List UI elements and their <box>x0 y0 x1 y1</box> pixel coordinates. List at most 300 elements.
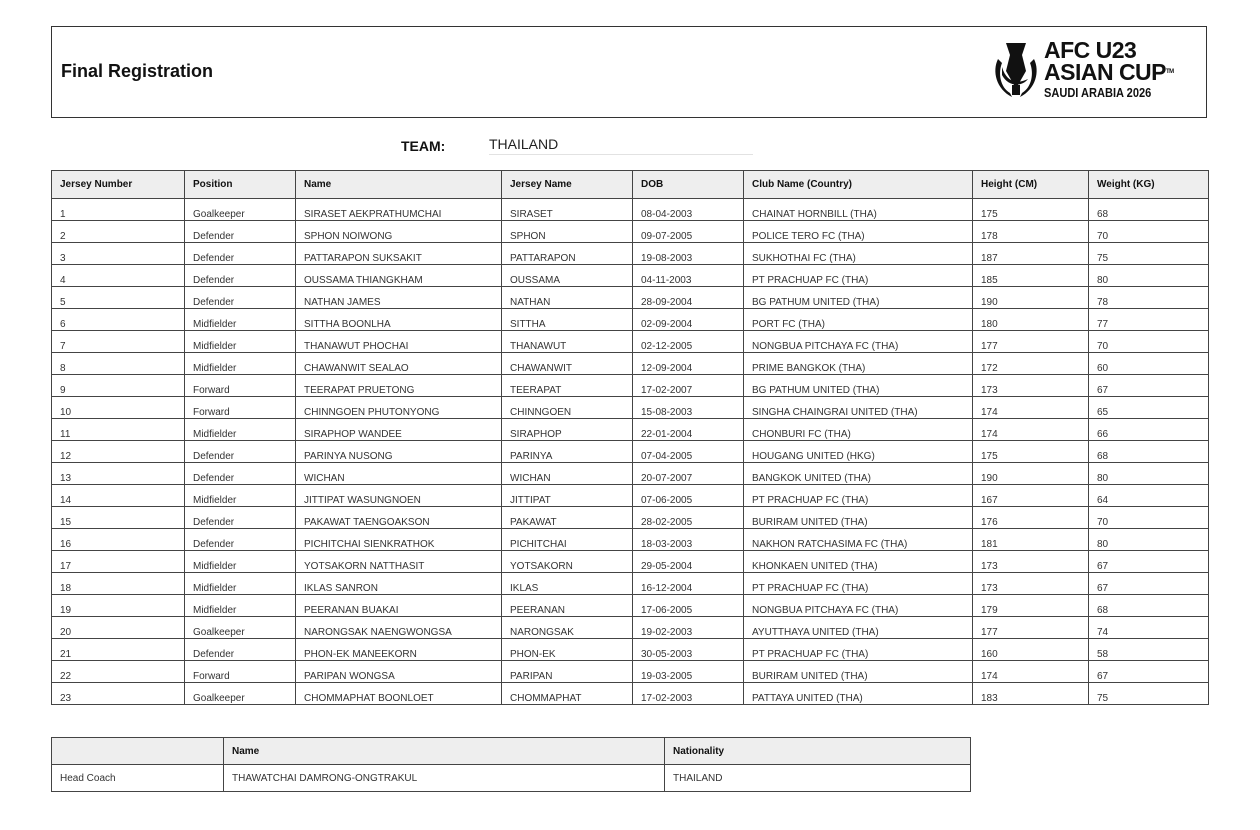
cell-text: 09-07-2005 <box>641 231 693 242</box>
cell-name <box>296 397 502 419</box>
cell-text: 16 <box>60 539 72 550</box>
cell-jersey-name <box>502 639 633 661</box>
cell-text: 12-09-2004 <box>641 363 693 374</box>
cell-text: Defender <box>193 649 235 660</box>
cell-height <box>973 375 1089 397</box>
cell-jersey-number <box>52 661 185 683</box>
cell-position <box>185 331 296 353</box>
cell-text: PATTAYA UNITED (THA) <box>752 693 863 704</box>
cell-text: 1 <box>60 209 66 220</box>
cell-position <box>185 419 296 441</box>
cell-club-name <box>744 551 973 573</box>
cell-club-name <box>744 243 973 265</box>
cell-club-name <box>744 507 973 529</box>
cell-text: 183 <box>981 693 998 704</box>
cell-text: 173 <box>981 561 998 572</box>
cell-text: 190 <box>981 297 998 308</box>
cell-jersey-name <box>502 397 633 419</box>
table-row <box>52 485 1209 507</box>
cell-dob <box>633 199 744 221</box>
table-row <box>52 551 1209 573</box>
cell-jersey-name <box>502 617 633 639</box>
cell-text: Midfielder <box>193 495 237 506</box>
cell-position <box>185 287 296 309</box>
cell-text: CHAWANWIT SEALAO <box>304 363 409 374</box>
cell-position <box>185 353 296 375</box>
cell-dob <box>633 221 744 243</box>
table-row <box>52 375 1209 397</box>
table-row <box>52 683 1209 705</box>
cell-dob <box>633 683 744 705</box>
cell-text: 30-05-2003 <box>641 649 693 660</box>
cell-text: 177 <box>981 627 998 638</box>
cell-club-name <box>744 463 973 485</box>
cell-text: 4 <box>60 275 66 286</box>
cell-height <box>973 353 1089 375</box>
cell-jersey-number <box>52 463 185 485</box>
cell-text: 80 <box>1097 473 1109 484</box>
staff-cell-name: THAWATCHAI DAMRONG-ONGTRAKUL <box>224 765 665 792</box>
cell-text: CHINNGOEN PHUTONYONG <box>304 407 440 418</box>
table-row <box>52 661 1209 683</box>
cell-height <box>973 661 1089 683</box>
cell-dob <box>633 573 744 595</box>
cell-jersey-number <box>52 485 185 507</box>
cell-text: BANGKOK UNITED (THA) <box>752 473 871 484</box>
column-header-dob: DOB <box>633 171 744 199</box>
cell-text: 68 <box>1097 451 1109 462</box>
cell-text: 187 <box>981 253 998 264</box>
cell-jersey-number <box>52 595 185 617</box>
cell-text: 11 <box>60 429 71 440</box>
table-row <box>52 441 1209 463</box>
cell-text: 70 <box>1097 231 1109 242</box>
cell-text: Forward <box>193 407 230 418</box>
cell-jersey-name <box>502 221 633 243</box>
cell-text: 78 <box>1097 297 1109 308</box>
cell-height <box>973 529 1089 551</box>
cell-text: Forward <box>193 671 230 682</box>
cell-weight <box>1089 375 1209 397</box>
cell-text: 17 <box>60 561 72 572</box>
cell-text: 6 <box>60 319 66 330</box>
cell-text: PEERANAN <box>510 605 566 616</box>
cell-text: 185 <box>981 275 998 286</box>
cell-text: PARINYA NUSONG <box>304 451 393 462</box>
cell-height <box>973 551 1089 573</box>
cell-weight <box>1089 441 1209 463</box>
cell-text: Defender <box>193 253 235 264</box>
logo-line-3: SAUDI ARABIA 2026 <box>1044 85 1152 100</box>
table-row <box>52 287 1209 309</box>
cell-jersey-number <box>52 353 185 375</box>
cell-text: BG PATHUM UNITED (THA) <box>752 297 880 308</box>
cell-text: SIRAPHOP <box>510 429 562 440</box>
table-row <box>52 199 1209 221</box>
cell-name <box>296 199 502 221</box>
cell-position <box>185 485 296 507</box>
cell-jersey-number <box>52 397 185 419</box>
cell-dob <box>633 265 744 287</box>
cell-text: 19-08-2003 <box>641 253 693 264</box>
cell-weight <box>1089 529 1209 551</box>
cell-text: CHAINAT HORNBILL (THA) <box>752 209 877 220</box>
cell-text: 28-02-2005 <box>641 517 693 528</box>
cell-dob <box>633 287 744 309</box>
cell-text: PT PRACHUAP FC (THA) <box>752 495 869 506</box>
cell-name <box>296 309 502 331</box>
table-row <box>52 353 1209 375</box>
cell-text: 174 <box>981 671 998 682</box>
cell-text: SUKHOTHAI FC (THA) <box>752 253 856 264</box>
cell-jersey-number <box>52 265 185 287</box>
cell-name <box>296 287 502 309</box>
cell-text: 68 <box>1097 605 1109 616</box>
cell-dob <box>633 353 744 375</box>
cell-weight <box>1089 463 1209 485</box>
cell-dob <box>633 595 744 617</box>
cell-text: YOTSAKORN NATTHASIT <box>304 561 425 572</box>
cell-club-name <box>744 683 973 705</box>
column-header-jersey-number: Jersey Number <box>52 171 185 199</box>
staff-body <box>52 765 971 792</box>
cell-dob <box>633 397 744 419</box>
cell-dob <box>633 507 744 529</box>
cell-text: 172 <box>981 363 998 374</box>
cell-weight <box>1089 595 1209 617</box>
cell-text: PICHITCHAI SIENKRATHOK <box>304 539 435 550</box>
cell-text: 181 <box>981 539 998 550</box>
cell-text: TEERAPAT <box>510 385 562 396</box>
cell-height <box>973 485 1089 507</box>
cell-name <box>296 331 502 353</box>
cell-club-name <box>744 419 973 441</box>
cell-text: OUSSAMA THIANGKHAM <box>304 275 423 286</box>
cell-height <box>973 309 1089 331</box>
cell-text: 17-02-2003 <box>641 693 693 704</box>
cell-position <box>185 573 296 595</box>
cell-text: NATHAN <box>510 297 551 308</box>
cell-weight <box>1089 419 1209 441</box>
cell-text: 58 <box>1097 649 1109 660</box>
cell-text: 22-01-2004 <box>641 429 693 440</box>
logo-line-2-text: ASIAN CUP <box>1044 59 1167 85</box>
cell-text: Midfielder <box>193 583 237 594</box>
cell-jersey-number <box>52 309 185 331</box>
cell-position <box>185 463 296 485</box>
cell-text: 173 <box>981 583 998 594</box>
cell-text: BURIRAM UNITED (THA) <box>752 517 868 528</box>
table-row <box>52 243 1209 265</box>
cell-position <box>185 639 296 661</box>
cell-text: NAKHON RATCHASIMA FC (THA) <box>752 539 908 550</box>
cell-text: 66 <box>1097 429 1109 440</box>
cell-jersey-name <box>502 595 633 617</box>
cell-text: Defender <box>193 473 235 484</box>
table-row <box>52 331 1209 353</box>
table-row <box>52 397 1209 419</box>
cell-height <box>973 199 1089 221</box>
cell-jersey-name <box>502 243 633 265</box>
cell-text: 175 <box>981 209 998 220</box>
table-row <box>52 507 1209 529</box>
cell-text: POLICE TERO FC (THA) <box>752 231 865 242</box>
cell-text: PICHITCHAI <box>510 539 567 550</box>
cell-text: 179 <box>981 605 998 616</box>
cell-text: PARIPAN <box>510 671 553 682</box>
cell-club-name <box>744 529 973 551</box>
cell-name <box>296 441 502 463</box>
roster-header-row <box>52 171 1209 199</box>
table-row <box>52 529 1209 551</box>
cell-club-name <box>744 639 973 661</box>
cell-position <box>185 661 296 683</box>
cell-text: 80 <box>1097 539 1109 550</box>
cell-text: 67 <box>1097 561 1109 572</box>
cell-jersey-number <box>52 419 185 441</box>
cell-height <box>973 639 1089 661</box>
cell-text: CHAWANWIT <box>510 363 573 374</box>
cell-text: SIRASET <box>510 209 553 220</box>
cell-text: 19-02-2003 <box>641 627 693 638</box>
staff-header-role <box>52 738 224 765</box>
cell-text: 15 <box>60 517 72 528</box>
cell-jersey-name <box>502 683 633 705</box>
cell-weight <box>1089 199 1209 221</box>
roster-table <box>51 170 1209 705</box>
cell-text: 70 <box>1097 341 1109 352</box>
cell-text: Midfielder <box>193 429 237 440</box>
cell-jersey-number <box>52 287 185 309</box>
cell-text: PHON-EK <box>510 649 556 660</box>
cell-text: 74 <box>1097 627 1109 638</box>
cell-position <box>185 507 296 529</box>
cell-club-name <box>744 661 973 683</box>
cell-height <box>973 243 1089 265</box>
cell-text: 21 <box>60 649 72 660</box>
cell-name <box>296 683 502 705</box>
cell-text: 20-07-2007 <box>641 473 693 484</box>
cell-text: Defender <box>193 451 235 462</box>
cell-name <box>296 221 502 243</box>
cell-name <box>296 595 502 617</box>
cell-text: 18-03-2003 <box>641 539 693 550</box>
cell-jersey-name <box>502 507 633 529</box>
cell-text: Midfielder <box>193 561 237 572</box>
cell-text: 67 <box>1097 583 1109 594</box>
cell-jersey-name <box>502 661 633 683</box>
table-row <box>52 573 1209 595</box>
cell-jersey-name <box>502 199 633 221</box>
cell-text: 177 <box>981 341 998 352</box>
cell-position <box>185 221 296 243</box>
cell-text: 67 <box>1097 671 1109 682</box>
cell-text: NONGBUA PITCHAYA FC (THA) <box>752 341 899 352</box>
cell-text: 9 <box>60 385 66 396</box>
table-row <box>52 419 1209 441</box>
cell-jersey-name <box>502 353 633 375</box>
cell-name <box>296 661 502 683</box>
table-row <box>52 221 1209 243</box>
afc-u23-asian-cup-logo <box>992 39 1192 103</box>
cell-text: 65 <box>1097 407 1109 418</box>
cell-weight <box>1089 353 1209 375</box>
cell-weight <box>1089 573 1209 595</box>
cell-jersey-name <box>502 287 633 309</box>
cell-text: 29-05-2004 <box>641 561 693 572</box>
team-label: TEAM: <box>401 138 446 154</box>
cell-text: 16-12-2004 <box>641 583 693 594</box>
cell-name <box>296 507 502 529</box>
cell-text: 04-11-2003 <box>641 275 692 286</box>
cell-dob <box>633 243 744 265</box>
column-header-club-name: Club Name (Country) <box>744 171 973 199</box>
cell-text: PARINYA <box>510 451 553 462</box>
column-header-name: Name <box>296 171 502 199</box>
cell-weight <box>1089 639 1209 661</box>
trademark-mark: TM <box>1166 69 1174 75</box>
cell-dob <box>633 617 744 639</box>
cell-text: 22 <box>60 671 72 682</box>
cell-text: JITTIPAT WASUNGNOEN <box>304 495 421 506</box>
cell-weight <box>1089 309 1209 331</box>
cell-text: 8 <box>60 363 66 374</box>
cell-text: SPHON NOIWONG <box>304 231 393 242</box>
cell-height <box>973 331 1089 353</box>
column-header-jersey-name: Jersey Name <box>502 171 633 199</box>
cell-jersey-name <box>502 485 633 507</box>
cell-text: PT PRACHUAP FC (THA) <box>752 583 869 594</box>
cell-text: 175 <box>981 451 998 462</box>
cell-jersey-number <box>52 683 185 705</box>
column-header-height: Height (CM) <box>973 171 1089 199</box>
cell-text: CHOMMAPHAT <box>510 693 582 704</box>
table-row <box>52 595 1209 617</box>
cell-dob <box>633 463 744 485</box>
table-row <box>52 639 1209 661</box>
cell-dob <box>633 419 744 441</box>
cell-club-name <box>744 573 973 595</box>
cell-text: JITTIPAT <box>510 495 551 506</box>
staff-header-row <box>52 738 971 765</box>
cell-position <box>185 683 296 705</box>
cell-weight <box>1089 617 1209 639</box>
cell-name <box>296 529 502 551</box>
cell-text: SIRAPHOP WANDEE <box>304 429 402 440</box>
cell-jersey-number <box>52 617 185 639</box>
cell-text: PT PRACHUAP FC (THA) <box>752 275 869 286</box>
cell-text: 15-08-2003 <box>641 407 693 418</box>
cell-club-name <box>744 485 973 507</box>
cell-text: NARONGSAK NAENGWONGSA <box>304 627 452 638</box>
cell-text: 167 <box>981 495 998 506</box>
cell-jersey-number <box>52 529 185 551</box>
cell-text: 176 <box>981 517 998 528</box>
cell-jersey-number <box>52 551 185 573</box>
staff-table <box>51 737 971 792</box>
cell-text: SITTHA BOONLHA <box>304 319 391 330</box>
cell-jersey-name <box>502 551 633 573</box>
cell-weight <box>1089 287 1209 309</box>
cell-name <box>296 573 502 595</box>
cell-weight <box>1089 661 1209 683</box>
cell-text: Goalkeeper <box>193 693 245 704</box>
cell-jersey-number <box>52 243 185 265</box>
cell-jersey-name <box>502 441 633 463</box>
cell-jersey-number <box>52 221 185 243</box>
cell-weight <box>1089 507 1209 529</box>
cell-position <box>185 441 296 463</box>
cell-text: Defender <box>193 231 235 242</box>
cell-text: SINGHA CHAINGRAI UNITED (THA) <box>752 407 918 418</box>
cell-text: Goalkeeper <box>193 627 245 638</box>
cell-text: NATHAN JAMES <box>304 297 381 308</box>
cell-text: 180 <box>981 319 998 330</box>
cell-position <box>185 309 296 331</box>
cell-text: TEERAPAT PRUETONG <box>304 385 415 396</box>
cell-position <box>185 375 296 397</box>
cell-text: 173 <box>981 385 998 396</box>
cell-weight <box>1089 243 1209 265</box>
cell-text: 68 <box>1097 209 1109 220</box>
cell-weight <box>1089 551 1209 573</box>
cell-text: Defender <box>193 275 235 286</box>
cell-name <box>296 353 502 375</box>
cell-text: CHOMMAPHAT BOONLOET <box>304 693 434 704</box>
cell-jersey-number <box>52 331 185 353</box>
cell-club-name <box>744 331 973 353</box>
cell-name <box>296 639 502 661</box>
cell-text: SITTHA <box>510 319 546 330</box>
cell-name <box>296 243 502 265</box>
cell-text: Goalkeeper <box>193 209 245 220</box>
cell-height <box>973 463 1089 485</box>
cell-text: 75 <box>1097 253 1109 264</box>
cell-text: CHONBURI FC (THA) <box>752 429 851 440</box>
cell-text: Midfielder <box>193 319 237 330</box>
cell-height <box>973 287 1089 309</box>
cell-dob <box>633 441 744 463</box>
cell-weight <box>1089 683 1209 705</box>
cell-club-name <box>744 265 973 287</box>
cell-dob <box>633 529 744 551</box>
cell-jersey-number <box>52 573 185 595</box>
staff-header-name: Name <box>224 738 665 765</box>
cell-text: 12 <box>60 451 72 462</box>
cell-name <box>296 463 502 485</box>
cell-text: 67 <box>1097 385 1109 396</box>
cell-text: OUSSAMA <box>510 275 561 286</box>
cell-text: Defender <box>193 297 235 308</box>
cell-text: 7 <box>60 341 66 352</box>
cell-jersey-number <box>52 199 185 221</box>
roster-body <box>52 199 1209 705</box>
cell-text: PT PRACHUAP FC (THA) <box>752 649 869 660</box>
cell-text: THANAWUT <box>510 341 567 352</box>
cell-jersey-number <box>52 375 185 397</box>
cell-dob <box>633 485 744 507</box>
cell-text: 178 <box>981 231 998 242</box>
cell-text: Midfielder <box>193 341 237 352</box>
cell-jersey-number <box>52 639 185 661</box>
cell-text: NARONGSAK <box>510 627 574 638</box>
cell-weight <box>1089 485 1209 507</box>
cell-text: 02-12-2005 <box>641 341 693 352</box>
cell-name <box>296 551 502 573</box>
cell-text: AYUTTHAYA UNITED (THA) <box>752 627 879 638</box>
logo-line-1: AFC U23 <box>1044 37 1137 63</box>
cell-text: PATTARAPON <box>510 253 576 264</box>
